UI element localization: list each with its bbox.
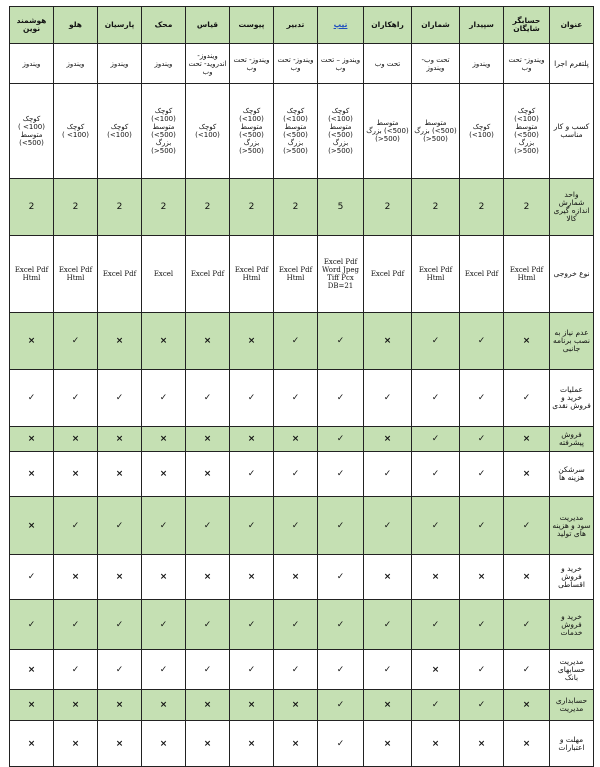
table-cell: Excel Pdf Html — [504, 236, 550, 313]
feature-mark: ✓ — [274, 452, 318, 497]
feature-mark: × — [460, 721, 504, 767]
feature-mark: × — [412, 721, 460, 767]
product-header: قیاس — [186, 7, 230, 44]
row-label: مهلت و اعتبارات — [550, 721, 594, 767]
table-cell: کوچک (100>) — [186, 84, 230, 179]
feature-mark: × — [364, 690, 412, 721]
feature-mark: × — [274, 721, 318, 767]
feature-mark: ✓ — [504, 600, 550, 650]
feature-mark: × — [504, 452, 550, 497]
table-row — [10, 600, 594, 650]
table-row — [10, 179, 594, 236]
feature-mark: × — [274, 427, 318, 452]
feature-mark: ✓ — [54, 600, 98, 650]
table-cell: 2 — [364, 179, 412, 236]
feature-mark: ✓ — [186, 650, 230, 690]
row-label: کسب و کار مناسب — [550, 84, 594, 179]
feature-mark: ✓ — [142, 600, 186, 650]
table-cell: ویندوز- تحت وب — [274, 44, 318, 84]
table-cell: Excel Pdf — [460, 236, 504, 313]
feature-mark: × — [186, 721, 230, 767]
corner-cell: عنوان — [550, 7, 594, 44]
feature-mark: ✓ — [318, 721, 364, 767]
feature-mark: ✓ — [318, 313, 364, 370]
feature-mark: ✓ — [186, 600, 230, 650]
table-cell: ویندوز- اندروید- تحت وب — [186, 44, 230, 84]
table-cell: ویندوز- تحت وب — [504, 44, 550, 84]
feature-mark: ✓ — [364, 370, 412, 427]
feature-mark: × — [54, 427, 98, 452]
feature-mark: × — [230, 555, 274, 600]
feature-mark: × — [230, 313, 274, 370]
comparison-table-wrapper — [9, 6, 594, 767]
feature-mark: × — [186, 555, 230, 600]
table-row — [10, 427, 594, 452]
table-cell: ویندوز — [142, 44, 186, 84]
feature-mark: ✓ — [274, 600, 318, 650]
feature-mark: × — [54, 721, 98, 767]
feature-mark: ✓ — [142, 497, 186, 555]
table-cell: Excel Pdf — [364, 236, 412, 313]
feature-mark: × — [230, 721, 274, 767]
table-cell: Excel Pdf Html — [10, 236, 54, 313]
feature-mark: × — [504, 555, 550, 600]
feature-mark: ✓ — [274, 650, 318, 690]
table-cell: کوچک (100>) متوسط (500>) بزرگ (500<) — [230, 84, 274, 179]
feature-mark: ✓ — [274, 370, 318, 427]
feature-mark: × — [10, 497, 54, 555]
table-cell: کوچک (100>) — [460, 84, 504, 179]
table-row — [10, 497, 594, 555]
table-row — [10, 370, 594, 427]
product-header: تدبیر — [274, 7, 318, 44]
feature-mark: ✓ — [460, 600, 504, 650]
feature-mark: × — [274, 690, 318, 721]
table-cell: کوچک (100>) متوسط (500>) بزرگ (500<) — [274, 84, 318, 179]
feature-mark: × — [412, 650, 460, 690]
table-row — [10, 452, 594, 497]
feature-mark: ✓ — [98, 650, 142, 690]
table-cell: کوچک (100>) متوسط (500>) بزرگ (500<) — [318, 84, 364, 179]
row-label: سرشکن هزینه ها — [550, 452, 594, 497]
product-header: هوشمند نوین — [10, 7, 54, 44]
feature-mark: ✓ — [10, 555, 54, 600]
table-cell: کوچک (100> ) — [54, 84, 98, 179]
feature-mark: × — [504, 721, 550, 767]
feature-mark: ✓ — [10, 600, 54, 650]
feature-mark: × — [504, 427, 550, 452]
product-header: شماران — [412, 7, 460, 44]
feature-mark: ✓ — [460, 650, 504, 690]
feature-mark: ✓ — [412, 427, 460, 452]
table-row — [10, 236, 594, 313]
table-cell: ویندوز — [54, 44, 98, 84]
table-cell: 2 — [504, 179, 550, 236]
feature-mark: ✓ — [274, 313, 318, 370]
feature-mark: ✓ — [318, 452, 364, 497]
table-row — [10, 690, 594, 721]
feature-mark: ✓ — [10, 370, 54, 427]
table-cell: کوچک (100>) متوسط (500>) بزرگ (500<) — [142, 84, 186, 179]
product-header: پارسیان — [98, 7, 142, 44]
table-cell: ویندوز — [10, 44, 54, 84]
feature-mark: ✓ — [98, 600, 142, 650]
feature-mark: ✓ — [364, 497, 412, 555]
feature-mark: ✓ — [318, 497, 364, 555]
table-cell: 2 — [142, 179, 186, 236]
feature-mark: ✓ — [54, 313, 98, 370]
feature-mark: ✓ — [186, 370, 230, 427]
row-label: مدیریت حسابهای بانک — [550, 650, 594, 690]
feature-mark: ✓ — [460, 313, 504, 370]
table-cell: ویندوز — [98, 44, 142, 84]
table-row — [10, 84, 594, 179]
feature-mark: ✓ — [54, 497, 98, 555]
feature-mark: ✓ — [364, 600, 412, 650]
feature-mark: ✓ — [318, 555, 364, 600]
table-cell: ویندوز — [460, 44, 504, 84]
feature-mark: ✓ — [98, 370, 142, 427]
feature-mark: × — [98, 690, 142, 721]
feature-mark: × — [10, 690, 54, 721]
row-label: نوع خروجی — [550, 236, 594, 313]
feature-mark: ✓ — [318, 370, 364, 427]
feature-mark: ✓ — [504, 370, 550, 427]
table-cell: 2 — [274, 179, 318, 236]
header-row — [10, 7, 594, 44]
table-row — [10, 313, 594, 370]
table-cell: Excel Pdf — [98, 236, 142, 313]
product-header: محک — [142, 7, 186, 44]
table-cell: 2 — [98, 179, 142, 236]
feature-mark: ✓ — [412, 497, 460, 555]
feature-mark: ✓ — [412, 452, 460, 497]
feature-mark: × — [10, 313, 54, 370]
table-cell: 2 — [230, 179, 274, 236]
feature-mark: ✓ — [412, 313, 460, 370]
feature-mark: × — [186, 427, 230, 452]
table-cell: متوسط (500>) بزرگ (500<) — [364, 84, 412, 179]
feature-mark: × — [98, 452, 142, 497]
table-cell: 2 — [54, 179, 98, 236]
feature-mark: × — [364, 313, 412, 370]
feature-mark: × — [364, 427, 412, 452]
table-cell: متوسط (500>) بزرگ (500<) — [412, 84, 460, 179]
feature-mark: ✓ — [230, 370, 274, 427]
product-header: هلو — [54, 7, 98, 44]
table-cell: 2 — [412, 179, 460, 236]
feature-mark: × — [142, 452, 186, 497]
table-cell: Excel Pdf Html — [412, 236, 460, 313]
table-cell: 2 — [186, 179, 230, 236]
feature-mark: ✓ — [318, 650, 364, 690]
feature-mark: ✓ — [318, 427, 364, 452]
table-cell: ویندوز- تحت وب — [230, 44, 274, 84]
feature-mark: ✓ — [460, 497, 504, 555]
feature-mark: ✓ — [412, 600, 460, 650]
row-label: حسابداری مدیریت — [550, 690, 594, 721]
table-cell: 2 — [10, 179, 54, 236]
feature-mark: ✓ — [230, 497, 274, 555]
feature-mark: ✓ — [460, 452, 504, 497]
feature-mark: × — [98, 427, 142, 452]
table-cell: Excel Pdf Word Jpeg Tiff Pcx DB=21 — [318, 236, 364, 313]
row-label: واحد شمارش اندازه گیری کالا — [550, 179, 594, 236]
feature-mark: × — [10, 452, 54, 497]
feature-mark: × — [98, 313, 142, 370]
feature-mark: ✓ — [504, 650, 550, 690]
table-row — [10, 555, 594, 600]
feature-mark: ✓ — [364, 452, 412, 497]
feature-mark: × — [186, 452, 230, 497]
feature-mark: ✓ — [230, 650, 274, 690]
product-link-tip[interactable]: تیپ — [333, 20, 348, 29]
product-header: سپیدار — [460, 7, 504, 44]
feature-mark: × — [230, 690, 274, 721]
feature-mark: × — [186, 313, 230, 370]
row-label: پلتفرم اجرا — [550, 44, 594, 84]
product-header: راهکاران — [364, 7, 412, 44]
feature-mark: ✓ — [460, 427, 504, 452]
table-row — [10, 721, 594, 767]
row-label: مدیریت سود و هزینه های تولید — [550, 497, 594, 555]
feature-mark: × — [364, 555, 412, 600]
product-header: پیوست — [230, 7, 274, 44]
feature-mark: ✓ — [98, 497, 142, 555]
feature-mark: × — [460, 555, 504, 600]
row-label: خرید و فروش خدمات — [550, 600, 594, 650]
feature-mark: ✓ — [364, 650, 412, 690]
feature-mark: × — [504, 690, 550, 721]
feature-mark: ✓ — [318, 690, 364, 721]
table-cell: Excel Pdf Html — [274, 236, 318, 313]
feature-mark: ✓ — [142, 370, 186, 427]
feature-mark: × — [142, 427, 186, 452]
feature-mark: × — [10, 427, 54, 452]
table-cell: تحت وب — [364, 44, 412, 84]
feature-mark: ✓ — [412, 690, 460, 721]
feature-mark: × — [186, 690, 230, 721]
feature-mark: × — [10, 650, 54, 690]
table-cell: کوچک (100>) — [98, 84, 142, 179]
feature-mark: ✓ — [230, 600, 274, 650]
row-label: فروش پیشرفته — [550, 427, 594, 452]
feature-mark: × — [412, 555, 460, 600]
product-header — [318, 7, 364, 44]
table-cell: Excel — [142, 236, 186, 313]
feature-mark: ✓ — [142, 650, 186, 690]
feature-mark: × — [54, 452, 98, 497]
table-cell: تحت وب- ویندوز — [412, 44, 460, 84]
feature-mark: ✓ — [54, 650, 98, 690]
feature-mark: × — [142, 555, 186, 600]
feature-mark: × — [98, 555, 142, 600]
table-cell: 5 — [318, 179, 364, 236]
feature-mark: × — [54, 690, 98, 721]
feature-mark: ✓ — [186, 497, 230, 555]
table-row — [10, 44, 594, 84]
feature-mark: ✓ — [504, 497, 550, 555]
table-cell: کوچک (100> ) متوسط (500>) — [10, 84, 54, 179]
feature-mark: × — [142, 690, 186, 721]
feature-mark: ✓ — [274, 497, 318, 555]
table-cell: 2 — [460, 179, 504, 236]
feature-mark: × — [10, 721, 54, 767]
feature-mark: × — [142, 313, 186, 370]
feature-mark: × — [54, 555, 98, 600]
row-label: خرید و فروش اقساطی — [550, 555, 594, 600]
table-cell: Excel Pdf Html — [54, 236, 98, 313]
feature-mark: × — [230, 427, 274, 452]
comparison-table — [9, 6, 594, 767]
feature-mark: ✓ — [54, 370, 98, 427]
feature-mark: ✓ — [318, 600, 364, 650]
table-cell: ویندوز – تحت وب — [318, 44, 364, 84]
feature-mark: × — [504, 313, 550, 370]
feature-mark: ✓ — [460, 690, 504, 721]
feature-mark: ✓ — [230, 452, 274, 497]
table-cell: Excel Pdf — [186, 236, 230, 313]
feature-mark: × — [364, 721, 412, 767]
feature-mark: × — [142, 721, 186, 767]
row-label: عملیات خرید و فروش نقدی — [550, 370, 594, 427]
feature-mark: × — [98, 721, 142, 767]
table-cell: Excel Pdf Html — [230, 236, 274, 313]
table-cell: کوچک (100>) متوسط (500>) بزرگ (500<) — [504, 84, 550, 179]
feature-mark: ✓ — [460, 370, 504, 427]
product-header: حسابگر شایگان — [504, 7, 550, 44]
feature-mark: × — [274, 555, 318, 600]
feature-mark: ✓ — [412, 370, 460, 427]
table-row — [10, 650, 594, 690]
row-label: عدم نیاز به نصب برنامه جانبی — [550, 313, 594, 370]
